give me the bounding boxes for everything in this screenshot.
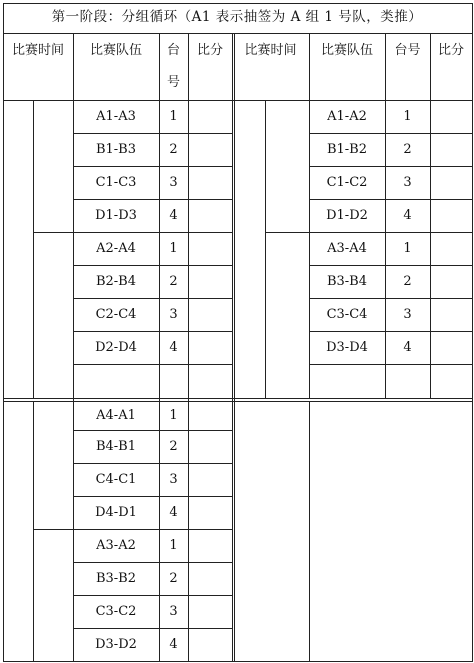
header-time-right: 比赛时间: [244, 43, 297, 58]
header-num-right: 台号: [394, 43, 421, 58]
right-top-num-cell: 1: [403, 241, 412, 256]
left-top-num-cell: 4: [169, 340, 178, 355]
left-top-num-cell: 1: [169, 109, 178, 124]
left-bottom-group-split: [33, 529, 73, 530]
right-top-num-cell: 2: [403, 142, 412, 157]
right-top-row-line: [309, 331, 472, 332]
left-bottom-teams-cell: A3-A2: [96, 538, 136, 553]
left-top-num-cell: 4: [169, 208, 178, 223]
header-teams-right: 比赛队伍: [320, 43, 373, 58]
left-top-group-split: [33, 232, 73, 233]
outer-right-border: [472, 3, 473, 662]
right-top-num-cell: 4: [403, 340, 412, 355]
left-top-teams-cell: D2-D4: [95, 340, 137, 355]
left-bottom-teams-cell: B3-B2: [95, 571, 137, 586]
left-bottom-row-line: [73, 463, 232, 464]
right-top-num-cell: 3: [403, 175, 412, 190]
table-top-border: [3, 3, 472, 4]
left-top-row-line: [73, 133, 232, 134]
left-top-teams-cell: D1-D3: [95, 208, 137, 223]
left-top-num-cell: 1: [169, 241, 178, 256]
right-top-row-line: [309, 166, 472, 167]
right-top-num-cell: 3: [403, 307, 412, 322]
left-bottom-teams-cell: C4-C1: [95, 472, 137, 487]
right-top-teams-cell: D3-D4: [326, 340, 368, 355]
sheet-title: 第一阶段：分组循环（A1 表示抽签为 A 组 1 号队，类推）: [51, 9, 423, 25]
right-top-teams-cell: B1-B2: [326, 142, 368, 157]
left-bottom-num-cell: 4: [169, 505, 178, 520]
left-bottom-num-cell: 3: [169, 472, 178, 487]
left-bottom-teams-cell: D3-D2: [95, 637, 137, 652]
left-score-col-line: [188, 33, 189, 662]
left-bottom-num-cell: 4: [169, 637, 178, 652]
right-top-row-line: [309, 133, 472, 134]
left-top-teams-cell: C2-C4: [95, 307, 137, 322]
header-time-left: 比赛时间: [11, 43, 64, 58]
right-top-row-line: [309, 298, 472, 299]
left-top-num-cell: 3: [169, 307, 178, 322]
header-num-top-left: 台: [166, 43, 180, 58]
middle-divider-b: [234, 33, 235, 662]
left-top-teams-cell: C1-C3: [95, 175, 137, 190]
left-top-row-line: [73, 265, 232, 266]
left-top-num-cell: 3: [169, 175, 178, 190]
left-top-teams-cell: B1-B3: [95, 142, 137, 157]
left-bottom-num-cell: 3: [169, 604, 178, 619]
left-bottom-teams-cell: D4-D1: [95, 505, 137, 520]
left-bottom-num-cell: 2: [169, 439, 178, 454]
header-num-bottom-left: 号: [166, 75, 180, 90]
header-score-left: 比分: [196, 43, 223, 58]
right-top-teams-cell: C3-C4: [326, 307, 368, 322]
left-top-teams-cell: A1-A3: [96, 109, 136, 124]
left-bottom-row-line: [73, 562, 232, 563]
left-top-row-line: [73, 166, 232, 167]
left-bottom-num-cell: 1: [169, 538, 178, 553]
left-bottom-row-line: [73, 529, 232, 530]
left-time-sub-line-top: [33, 100, 34, 398]
left-bottom-teams-cell: B4-B1: [95, 439, 137, 454]
right-top-row-line: [309, 199, 472, 200]
middle-divider-a: [232, 33, 233, 662]
left-bottom-row-line: [73, 595, 232, 596]
left-top-row-line: [73, 298, 232, 299]
left-bottom-teams-cell: A4-A1: [96, 408, 136, 423]
right-score-col-line: [430, 33, 431, 398]
left-top-row-line: [73, 232, 232, 233]
right-top-num-cell: 2: [403, 274, 412, 289]
left-bottom-num-cell: 1: [169, 408, 178, 423]
left-time-sub-line-bottom: [33, 401, 34, 662]
left-top-teams-cell: A2-A4: [96, 241, 136, 256]
left-bottom-row-line: [73, 628, 232, 629]
right-top-num-cell: 4: [403, 208, 412, 223]
left-bottom-num-cell: 2: [169, 571, 178, 586]
left-top-teams-cell: B2-B4: [95, 274, 137, 289]
right-bottom-col-line: [309, 401, 310, 662]
right-top-teams-cell: C1-C2: [326, 175, 368, 190]
header-teams-left: 比赛队伍: [89, 43, 142, 58]
left-top-num-cell: 2: [169, 142, 178, 157]
left-top-row-line: [73, 364, 232, 365]
left-bottom-row-line: [73, 430, 232, 431]
left-bottom-row-line: [73, 496, 232, 497]
left-top-row-line: [73, 199, 232, 200]
right-top-group-split: [265, 232, 309, 233]
right-time-sub-line: [265, 100, 266, 398]
left-bottom-teams-cell: C3-C2: [95, 604, 137, 619]
right-top-row-line: [309, 265, 472, 266]
right-top-teams-cell: A1-A2: [327, 109, 367, 124]
left-top-row-line: [73, 331, 232, 332]
right-top-row-line: [309, 232, 472, 233]
right-top-row-line: [309, 364, 472, 365]
outer-left-border: [3, 3, 4, 662]
right-top-num-cell: 1: [403, 109, 412, 124]
right-top-teams-cell: A3-A4: [327, 241, 367, 256]
right-top-teams-cell: D1-D2: [326, 208, 368, 223]
header-score-right: 比分: [437, 43, 464, 58]
left-top-num-cell: 2: [169, 274, 178, 289]
right-top-teams-cell: B3-B4: [326, 274, 368, 289]
